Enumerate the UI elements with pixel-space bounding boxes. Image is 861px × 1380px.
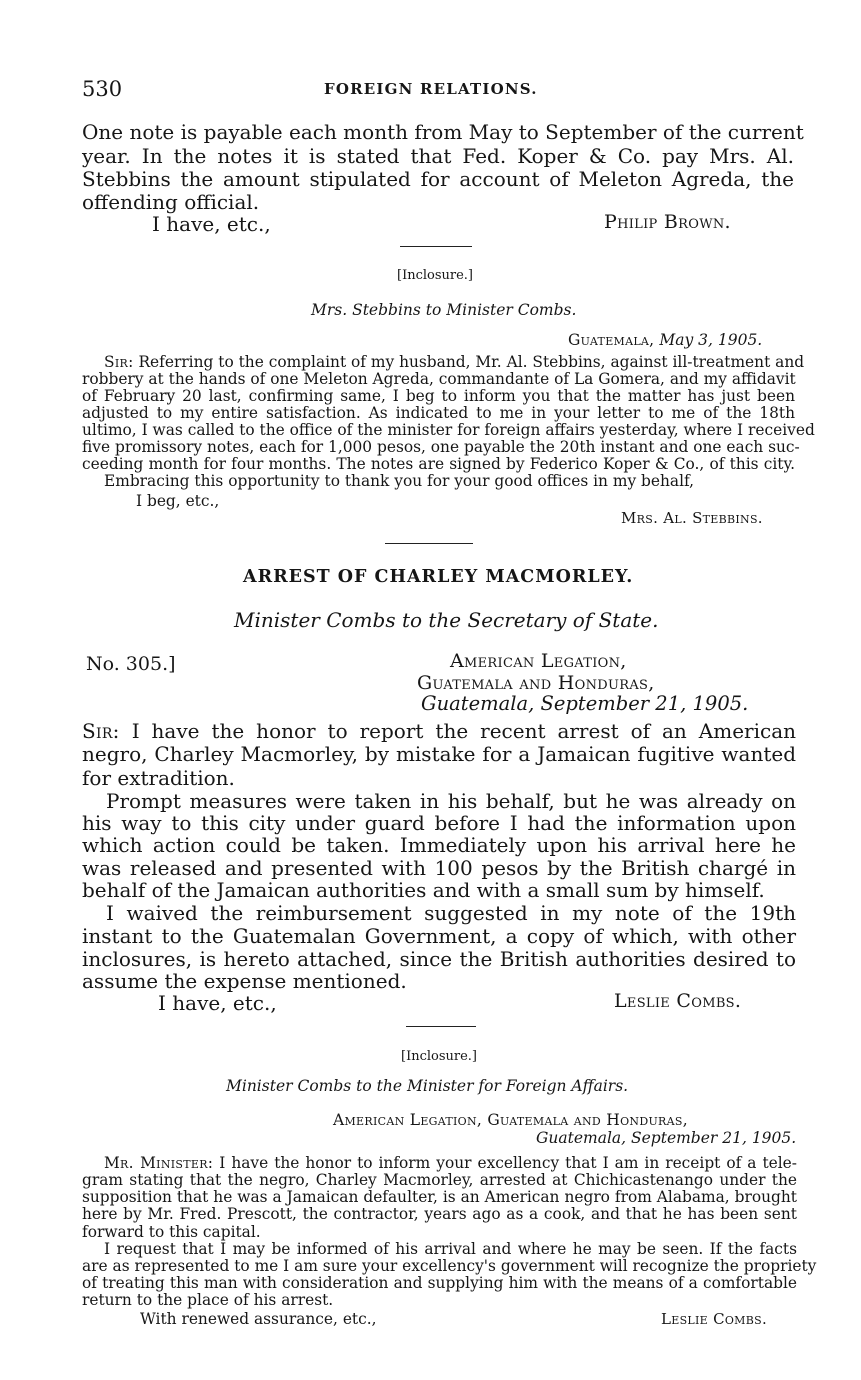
body-line: Sir: I have the honor to report the recent arrest of an American: [82, 719, 796, 743]
body-line: inclosures, is hereto attached, since the British authorities desired to: [82, 947, 796, 971]
inclosure-label: [Inclosure.]: [397, 268, 474, 283]
body-line: ultimo, I was called to the office of the minister for foreign affairs yesterday, where I received: [82, 421, 815, 439]
inclosure-title: Mrs. Stebbins to Minister Combs.: [311, 301, 577, 319]
body-line: was released and presented with 100 pesos by the British chargé in: [82, 856, 796, 880]
divider: [406, 1026, 476, 1027]
salutation: Mr. Minister:: [104, 1154, 214, 1172]
body-line: behalf of the Jamaican authorities and with a small sum by himself.: [82, 878, 765, 902]
body-line: for extradition.: [82, 766, 235, 790]
date-line: Guatemala, September 21, 1905.: [536, 1129, 797, 1147]
page-number: 530: [82, 77, 123, 101]
body-line: instant to the Guatemalan Government, a copy of which, with other: [82, 924, 796, 948]
address-line: American Legation, Guatemala and Honduras,: [333, 1111, 688, 1129]
body-line: negro, Charley Macmorley, by mistake for a Jamaican fugitive wanted: [82, 742, 796, 766]
date-line: Guatemala, September 21, 1905.: [421, 692, 749, 715]
body-line: One note is payable each month from May to September of the current: [82, 120, 804, 144]
body-line: year. In the notes it is stated that Fed. Koper & Co. pay Mrs. Al.: [82, 144, 794, 168]
body-line: of February 20 last, confirming same, I beg to inform you that the matter has just been: [82, 387, 795, 405]
running-title: FOREIGN RELATIONS.: [324, 80, 538, 98]
body-line: Embracing this opportunity to thank you for your good offices in my behalf,: [104, 472, 695, 490]
section-subheading: Minister Combs to the Secretary of State.: [234, 608, 659, 632]
signature: Leslie Combs.: [614, 990, 742, 1012]
divider: [400, 246, 472, 247]
body-line: supposition that he was a Jamaican defaulter, is an American negro from Alabama, brought: [82, 1188, 797, 1206]
body-line: Stebbins the amount stipulated for account of Meleton Agreda, the: [82, 167, 794, 191]
body-line: here by Mr. Fred. Prescott, the contractor, years ago as a cook, and that he has been sent: [82, 1205, 797, 1223]
date: May 3, 1905.: [659, 331, 763, 349]
body-line: robbery at the hands of one Meleton Agreda, commandante of La Gomera, and my affidavit: [82, 370, 796, 388]
address-line: American Legation,: [450, 650, 627, 672]
body-line: Sir: Referring to the complaint of my husband, Mr. Al. Stebbins, against ill-treatment and: [104, 353, 805, 371]
body-line: offending official.: [82, 190, 260, 214]
body-line: adjusted to my entire satisfaction. As indicated to me in your letter to me of the 18th: [82, 404, 795, 422]
body-line: five promissory notes, each for 1,000 pesos, one payable the 20th instant and one each suc-: [82, 438, 800, 456]
address-line: Guatemala and Honduras,: [417, 672, 655, 694]
inclosure-label: [Inclosure.]: [401, 1049, 478, 1064]
body-line: assume the expense mentioned.: [82, 969, 407, 993]
body-line: Prompt measures were taken in his behalf, but he was already on: [106, 789, 796, 813]
body-line: return to the place of his arrest.: [82, 1291, 334, 1309]
dateline: [568, 331, 762, 349]
body-line: I request that I may be informed of his arrival and where he may be seen. If the facts: [104, 1240, 797, 1258]
body-line: ceeding month for four months. The notes are signed by Federico Koper & Co., of this city.: [82, 455, 795, 473]
inclosure-title: Minister Combs to the Minister for Foreign Affairs.: [226, 1077, 629, 1095]
closing: With renewed assurance, etc.,: [140, 1310, 377, 1328]
body-line: are as represented to me I am sure your excellency's government will recognize the propriety: [82, 1257, 817, 1275]
body-line: his way to this city under guard before I had the information upon: [82, 811, 796, 835]
body-line: Mr. Minister: I have the honor to inform your excellency that I am in receipt of a tele-: [104, 1154, 797, 1172]
salutation: Sir:: [82, 719, 120, 743]
body-line: I waived the reimbursement suggested in my note of the 19th: [106, 901, 796, 925]
dispatch-number: No. 305.]: [86, 653, 176, 675]
signature: Philip Brown.: [604, 211, 731, 233]
salutation: Sir:: [104, 353, 134, 371]
closing: I have, etc.,: [158, 991, 277, 1015]
signature: Leslie Combs.: [661, 1310, 768, 1328]
body-line: gram stating that the negro, Charley Macmorley, arrested at Chichicastenango under the: [82, 1171, 797, 1189]
body-line: forward to this capital.: [82, 1223, 261, 1241]
section-heading: ARREST OF CHARLEY MACMORLEY.: [243, 567, 634, 587]
closing: I beg, etc.,: [136, 492, 220, 510]
body-line: which action could be taken. Immediately upon his arrival here he: [82, 833, 796, 857]
divider: [385, 543, 473, 544]
place: Guatemala,: [568, 331, 655, 349]
body-line: of treating this man with consideration and supplying him with the means of a comfortable: [82, 1274, 797, 1292]
signature: Mrs. Al. Stebbins.: [621, 509, 763, 527]
closing: I have, etc.,: [152, 212, 271, 236]
